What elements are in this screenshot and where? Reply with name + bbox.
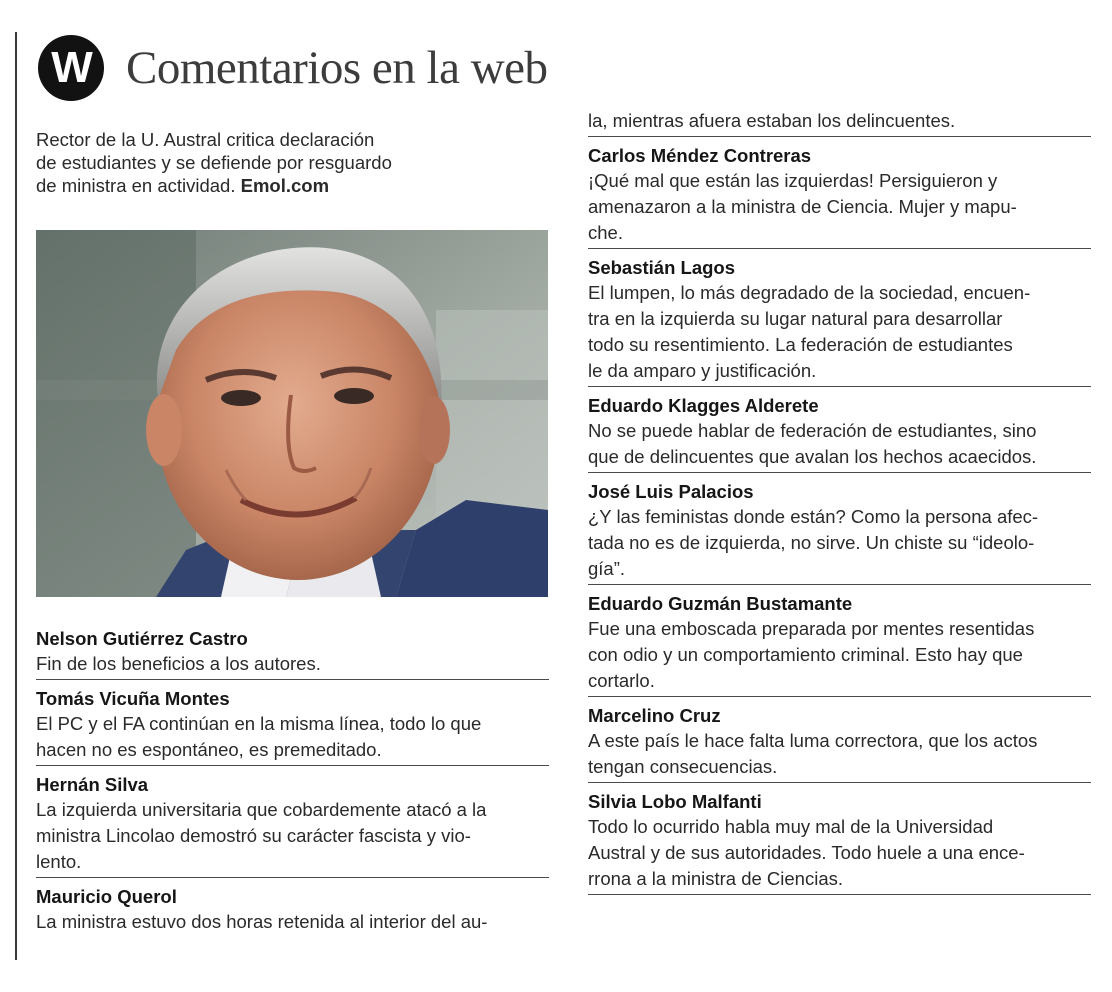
lead-source: Emol.com	[240, 175, 330, 196]
comment-line: todo su resentimiento. La federación de estudiantes	[588, 334, 1013, 355]
comment-line: que de delincuentes que avalan los hechos acaecidos.	[588, 446, 1037, 467]
comment-text	[588, 280, 1091, 384]
column-rule	[15, 32, 17, 960]
section-header	[38, 30, 548, 106]
comment-text	[588, 168, 1091, 246]
comment-line: Austral y de sus autoridades. Todo huele a una ence-	[588, 842, 1025, 863]
comment-line: Fue una emboscada preparada por mentes resentidas	[588, 618, 1035, 639]
comment	[588, 255, 1091, 387]
comment	[588, 479, 1091, 585]
comment-text	[588, 504, 1091, 582]
comment	[36, 686, 549, 766]
comment-author: Nelson Gutiérrez Castro	[36, 628, 248, 649]
comment	[36, 626, 549, 680]
comment-line: A este país le hace falta luma correctora, que los actos	[588, 730, 1038, 751]
comment-line: lento.	[36, 851, 82, 872]
comment-text	[36, 651, 549, 677]
comment-author: Marcelino Cruz	[588, 705, 721, 726]
comment	[36, 884, 549, 937]
comment-line: No se puede hablar de federación de estudiantes, sino	[588, 420, 1037, 441]
comment-line: La izquierda universitaria que cobardemente atacó a la	[36, 799, 487, 820]
lead-line: de ministra en actividad.	[36, 175, 236, 196]
comment	[36, 772, 549, 878]
lead-line: de estudiantes y se defiende por resguardo	[36, 152, 392, 173]
comment-line: con odio y un comportamiento criminal. Esto hay que	[588, 644, 1023, 665]
comment	[588, 393, 1091, 473]
comment-author: José Luis Palacios	[588, 481, 754, 502]
comment-line: cortarlo.	[588, 670, 655, 691]
comment-author: Mauricio Querol	[36, 886, 177, 907]
comment-line: tengan consecuencias.	[588, 756, 778, 777]
web-logo-icon: W	[38, 35, 104, 101]
comment-line: El lumpen, lo más degradado de la sociedad, encuen-	[588, 282, 1031, 303]
comment-text	[36, 711, 549, 763]
comment-author: Hernán Silva	[36, 774, 149, 795]
comment-line: ¿Y las feministas donde están? Como la persona afec-	[588, 506, 1039, 527]
section-title: Comentarios en la web	[126, 42, 548, 94]
comment-text	[588, 418, 1091, 470]
comment-line: hacen no es espontáneo, es premeditado.	[36, 739, 382, 760]
comment-line: ministra Lincolao demostró su carácter fascista y vio-	[36, 825, 471, 846]
comment-line: Fin de los beneficios a los autores.	[36, 653, 321, 674]
comment-continuation: la, mientras afuera estaban los delincuentes.	[588, 108, 1091, 137]
lead-line: Rector de la U. Austral critica declaración	[36, 129, 375, 150]
comment-author: Silvia Lobo Malfanti	[588, 791, 762, 812]
comment	[588, 591, 1091, 697]
comment-text	[36, 909, 549, 935]
comment-line: rrona a la ministra de Ciencias.	[588, 868, 843, 889]
comment-text	[588, 728, 1091, 780]
comment-author: Eduardo Guzmán Bustamante	[588, 593, 853, 614]
comment-line: che.	[588, 222, 623, 243]
comment-line: gía”.	[588, 558, 626, 579]
comments-left-column	[36, 626, 549, 943]
comments-right-column	[588, 108, 1091, 901]
comment-line: tada no es de izquierda, no sirve. Un chiste su “ideolo-	[588, 532, 1035, 553]
comment-line: tra en la izquierda su lugar natural para desarrollar	[588, 308, 1003, 329]
comment	[588, 789, 1091, 895]
portrait-photo	[36, 230, 548, 597]
comment	[588, 703, 1091, 783]
portrait-illustration	[36, 230, 548, 597]
comment-author: Carlos Méndez Contreras	[588, 145, 812, 166]
comment	[588, 143, 1091, 249]
comment-author: Sebastián Lagos	[588, 257, 736, 278]
comment-line: El PC y el FA continúan en la misma línea, todo lo que	[36, 713, 482, 734]
comment-line: amenazaron a la ministra de Ciencia. Mujer y mapu-	[588, 196, 1017, 217]
comment-line: le da amparo y justificación.	[588, 360, 817, 381]
comment-line: La ministra estuvo dos horas retenida al interior del au-	[36, 911, 488, 932]
article-lead	[36, 128, 466, 197]
comment-text	[588, 616, 1091, 694]
comment-line: Todo lo ocurrido habla muy mal de la Universidad	[588, 816, 994, 837]
comment-text	[588, 814, 1091, 892]
comment-author: Tomás Vicuña Montes	[36, 688, 230, 709]
comment-text	[36, 797, 549, 875]
comment-author: Eduardo Klagges Alderete	[588, 395, 819, 416]
comment-line: ¡Qué mal que están las izquierdas! Persiguieron y	[588, 170, 998, 191]
